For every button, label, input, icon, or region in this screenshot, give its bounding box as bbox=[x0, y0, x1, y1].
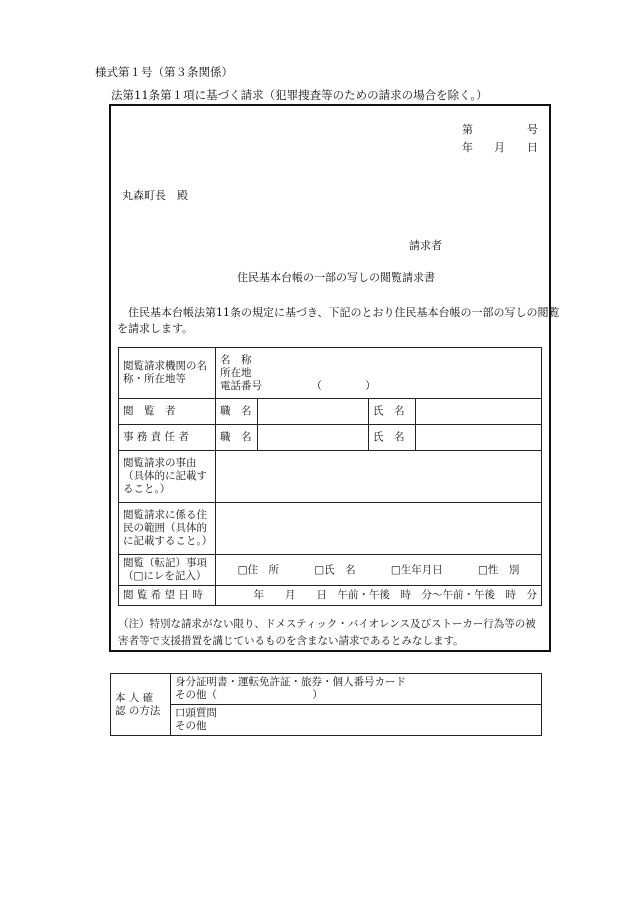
org-label: 閲覧請求機関の名称・所在地等 bbox=[123, 360, 207, 385]
verify-other-suffix: ） bbox=[312, 689, 323, 701]
date-value: 年 月 日 午前・午後 時 分〜午前・午後 時 分 bbox=[253, 589, 537, 601]
resp-title-label-cell bbox=[216, 425, 258, 451]
phone-paren-close: ） bbox=[365, 379, 376, 392]
verify-oral-question: 口頭質問 bbox=[175, 707, 217, 719]
intro-line-1: 住民基本台帳法第11条の規定に基づき、下記のとおり住民基本台帳の一部の写しの閲覧 bbox=[128, 306, 560, 319]
verify-label-cell bbox=[111, 674, 171, 736]
resp-name-label: 氏 名 bbox=[373, 431, 405, 443]
viewer-name-field[interactable] bbox=[416, 399, 542, 425]
date-field[interactable] bbox=[216, 586, 542, 606]
resp-label: 事 務 責 任 者 bbox=[123, 431, 189, 443]
intro-line-2: を請求します。 bbox=[117, 322, 194, 335]
resp-title-label: 職 名 bbox=[220, 431, 252, 443]
note: （注）特別な請求がない限り、ドメスティック・バイオレンス及びストーカー行為等の被害者等で支援措置を講じているものを含まない請求であるとみなします。 bbox=[118, 618, 536, 647]
org-name-label: 名 称 bbox=[220, 353, 252, 366]
reason-label-cell bbox=[119, 451, 216, 503]
viewer-title-label-cell bbox=[216, 399, 258, 425]
resp-name-label-cell bbox=[369, 425, 416, 451]
reason-label: 閲覧請求の事由（具体的に記載すること。） bbox=[123, 457, 207, 495]
item-address-checkbox[interactable]: □住 所 bbox=[237, 563, 280, 576]
item-sex-checkbox[interactable]: □性 別 bbox=[477, 563, 520, 576]
document-title: 住民基本台帳の一部の写しの閲覧請求書 bbox=[237, 271, 435, 284]
year-label: 年 bbox=[462, 141, 473, 154]
viewer-label-cell bbox=[119, 399, 216, 425]
day-label: 日 bbox=[527, 141, 538, 154]
identity-verification-table bbox=[110, 673, 542, 736]
scope-label: 閲覧請求に係る住民の範囲（具体的に記載すること。） bbox=[123, 509, 213, 547]
item-birthdate-checkbox[interactable]: □生年月日 bbox=[390, 563, 443, 576]
doc-number-suffix: 号 bbox=[527, 123, 538, 136]
reason-field[interactable] bbox=[216, 451, 542, 503]
request-table bbox=[118, 347, 542, 606]
doc-number-prefix: 第 bbox=[462, 123, 473, 136]
viewer-name-label-cell bbox=[369, 399, 416, 425]
items-label: 閲覧（転記）事項（□にレを記入） bbox=[123, 557, 207, 582]
org-info-cell[interactable] bbox=[216, 348, 542, 399]
verify-label: 本 人 確 認 の方法 bbox=[115, 691, 161, 717]
form-number: 様式第１号（第３条関係） bbox=[95, 65, 233, 79]
verify-other: その他 bbox=[175, 720, 207, 732]
resp-label-cell bbox=[119, 425, 216, 451]
requester-label: 請求者 bbox=[409, 239, 442, 252]
items-cell bbox=[216, 555, 542, 586]
items-label-cell bbox=[119, 555, 216, 586]
month-label: 月 bbox=[494, 141, 505, 154]
phone-paren-open: （ bbox=[311, 379, 322, 392]
scope-label-cell bbox=[119, 503, 216, 555]
verify-docs-line: 身分証明書・運転免許証・旅券・個人番号カード bbox=[175, 676, 406, 688]
scope-field[interactable] bbox=[216, 503, 542, 555]
resp-name-field[interactable] bbox=[416, 425, 542, 451]
form-subtitle: 法第11条第１項に基づく請求（犯罪捜査等のための請求の場合を除く。） bbox=[111, 88, 488, 102]
verify-oral-cell[interactable] bbox=[171, 705, 542, 736]
item-name-checkbox[interactable]: □氏 名 bbox=[314, 563, 356, 576]
viewer-title-label: 職 名 bbox=[220, 405, 252, 417]
date-label: 閲 覧 希 望 日 時 bbox=[123, 589, 203, 601]
org-address-label: 所在地 bbox=[220, 366, 252, 379]
org-label-cell bbox=[119, 348, 216, 399]
date-label-cell bbox=[119, 586, 216, 606]
verify-docs-cell[interactable] bbox=[171, 674, 542, 705]
addressee: 丸森町長 殿 bbox=[122, 189, 188, 202]
viewer-name-label: 氏 名 bbox=[373, 405, 405, 417]
resp-title-field[interactable] bbox=[258, 425, 369, 451]
org-phone-label: 電話番号 bbox=[220, 379, 262, 392]
verify-other-prefix: その他（ bbox=[175, 689, 217, 701]
viewer-title-field[interactable] bbox=[258, 399, 369, 425]
viewer-label: 閲 覧 者 bbox=[123, 405, 176, 417]
